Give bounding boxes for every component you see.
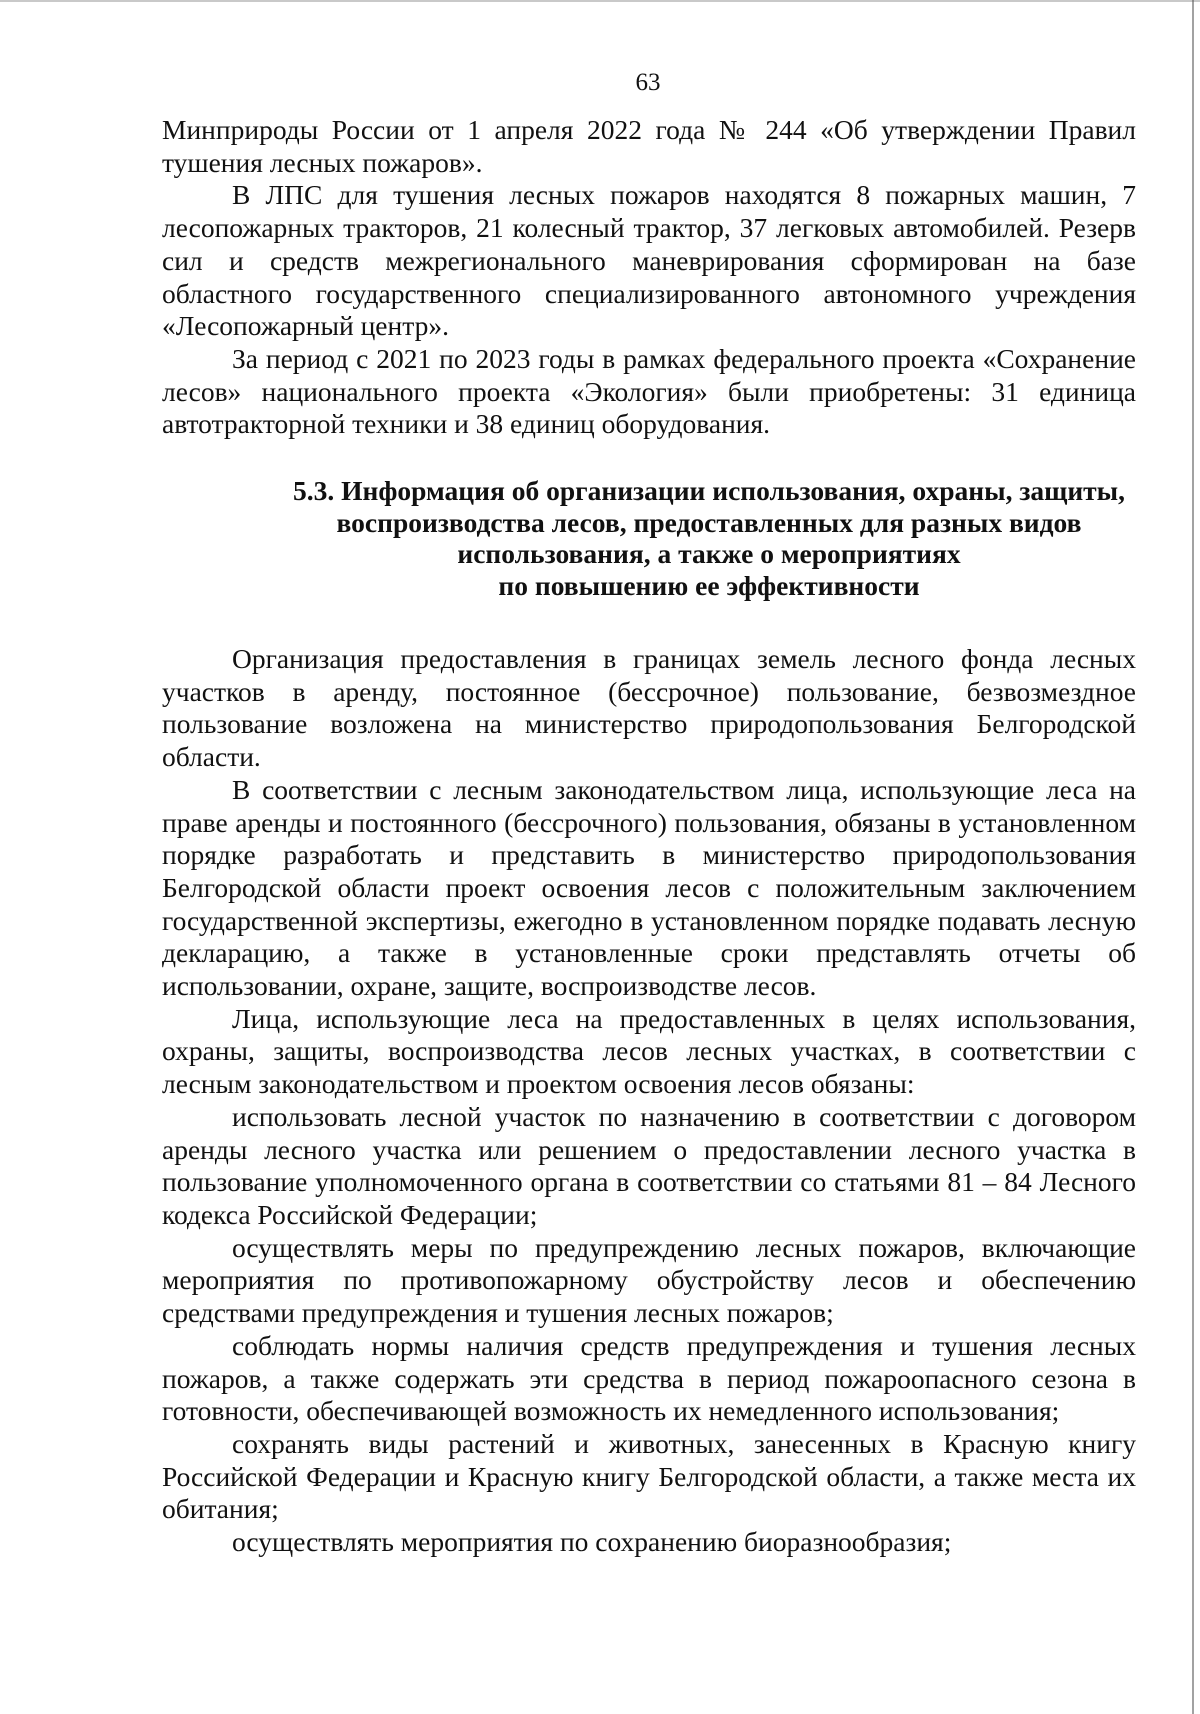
scan-edge-top [0,0,1200,2]
paragraph-acquisitions: За период с 2021 по 2023 годы в рамках федерального проекта «Сохранение лесов» национального проекта «Экология» были приобретены: 31 единица автотракторной техники и 38 единиц оборудования. [162,342,1136,440]
paragraph-obligations-intro: Лица, использующие леса на предоставленных в целях использования, охраны, защиты, воспроизводства лесов лесных участках, в соответствии с лесным законодательством и проектом освоения лесов обязаны: [162,1002,1136,1100]
paragraph-fire-equipment: В ЛПС для тушения лесных пожаров находятся 8 пожарных машин, 7 лесопожарных тракторов, 21 колесный трактор, 37 легковых автомобилей. Резерв сил и средств межрегионального маневрирования сформирован на базе областного государственного специализированного автономного учреждения «Лесопожарный центр». [162,179,1136,342]
paragraph-legislation: В соответствии с лесным законодательством лица, использующие леса на праве аренды и постоянного (бессрочного) пользования, обязаны в установленном порядке разработать и представить в министерство природопользования Белгородской области проект освоения лесов с положительным заключением государственной экспертизы, ежегодно в установленном порядке подавать лесную декларацию, а также в установленные сроки представлять отчеты об использовании, охране, защите, воспроизводстве лесов. [162,773,1136,1002]
section-heading [162,475,1136,601]
list-item-red-book: сохранять виды растений и животных, занесенных в Красную книгу Российской Федерации и Красную книгу Белгородской области, а также места их обитания; [162,1427,1136,1525]
document-body [162,114,1136,1559]
list-item-use-plot: использовать лесной участок по назначению в соответствии с договором аренды лесного участка или решением о предоставлении лесного участка в пользование уполномоченного органа в соответствии со статьями 81 – 84 Лесного кодекса Российской Федерации; [162,1100,1136,1230]
list-item-biodiversity: осуществлять мероприятия по сохранению биоразнообразия; [232,1526,952,1558]
list-item-fire-equipment-norms: соблюдать нормы наличия средств предупреждения и тушения лесных пожаров, а также содержать эти средства в период пожароопасного сезона в готовности, обеспечивающей возможность их немедленного использования; [162,1329,1136,1427]
section-heading-line: 5.3. Информация об организации использования, охраны, защиты, [292,475,1126,507]
page-number: 63 [635,69,661,96]
section-heading-line: воспроизводства лесов, предоставленных для разных видов [336,506,1082,538]
section-heading-line: по повышению ее эффективности [498,569,920,601]
list-item-fire-prevention: осуществлять меры по предупреждению лесных пожаров, включающие мероприятия по противопожарному обустройству лесов и обеспечению средствами предупреждения и тушения лесных пожаров; [162,1231,1136,1329]
section-heading-line: использования, а также о мероприятиях [457,538,961,570]
paragraph-continuation: Минприроды России от 1 апреля 2022 года № 244 «Об утверждении Правил тушения лесных пожаров». [162,114,1136,178]
scan-edge-right [1192,0,1194,1714]
paragraph-organization: Организация предоставления в границах земель лесного фонда лесных участков в аренду, постоянное (бессрочное) пользование, безвозмездное пользование возложена на министерство природопользования Белгородской области. [162,643,1136,773]
